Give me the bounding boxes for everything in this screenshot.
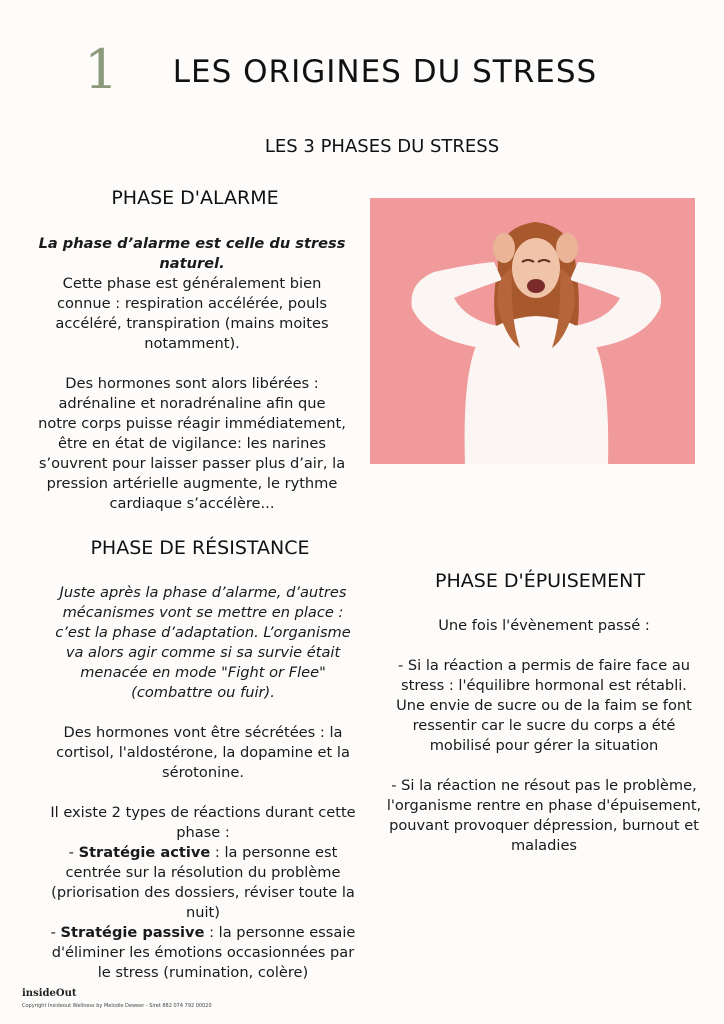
exhaustion-body: [386, 616, 702, 856]
alarm-heading: PHASE D'ALARME: [111, 187, 279, 209]
alarm-paragraph-2: Des hormones sont alors libérées : adrénaline et noradrénaline afin que notre corps puisse réagir immédiatement, être en état de vigilance: les narines s’ouvrent pour laisser passer plus d’air, la pression artérielle augmente, le rythme cardiaque s’accélère...: [38, 375, 346, 512]
resistance-intro: Juste après la phase d’alarme, d’autres mécanismes vont se mettre en place : c’est la phase d’adaptation. L’organisme va alors agir comme si sa survie était menacée en mode "Fight or Flee" (combattre ou fuir).: [55, 584, 351, 701]
stressed-woman-illustration: [370, 198, 695, 464]
exhaustion-intro: Une fois l'évènement passé :: [438, 617, 650, 634]
resistance-heading: PHASE DE RÉSISTANCE: [90, 537, 310, 559]
alarm-paragraph-1: Cette phase est généralement bien connue : respiration accélérée, pouls accéléré, transpiration (mains moites notamment).: [55, 275, 329, 352]
strategy-passive: - Stratégie passive : la personne essaie d'éliminer les émotions occasionnées par le stress (rumination, colère): [50, 924, 356, 981]
footer-logo: insideOut: [22, 988, 77, 999]
resistance-paragraph-2: Il existe 2 types de réactions durant cette phase :: [50, 804, 356, 841]
strategy-passive-label: Stratégie passive: [60, 924, 205, 941]
exhaustion-paragraph-2: - Si la réaction ne résout pas le problème, l'organisme rentre en phase d'épuisement, pouvant provoquer dépression, burnout et maladies: [386, 777, 702, 854]
resistance-paragraph-1: Des hormones vont être sécrétées : la cortisol, l'aldostérone, la dopamine et la sérotonine.: [56, 724, 350, 781]
alarm-body: [38, 234, 346, 514]
resistance-body: [48, 583, 358, 983]
chapter-number: 1: [84, 38, 119, 101]
strategy-active: - Stratégie active : la personne est centrée sur la résolution du problème (priorisation des dossiers, réviser toute la nuit): [51, 844, 355, 921]
footer-copyright: Copyright Insideout Wellness by Melodie Deweer - Siret 882 074 792 00020: [22, 1003, 212, 1009]
stressed-woman-photo: [370, 198, 695, 464]
page-subtitle: LES 3 PHASES DU STRESS: [264, 136, 500, 157]
page-title: LES ORIGINES DU STRESS: [172, 54, 598, 90]
alarm-intro: La phase d’alarme est celle du stress naturel.: [38, 235, 346, 272]
exhaustion-heading: PHASE D'ÉPUISEMENT: [435, 570, 645, 592]
exhaustion-paragraph-1: - Si la réaction a permis de faire face au stress : l'équilibre hormonal est rétabli. Une envie de sucre ou de la faim se font ressentir car le sucre du corps a été mobilisé pour gérer la situation: [396, 657, 692, 754]
strategy-active-label: Stratégie active: [78, 844, 211, 861]
